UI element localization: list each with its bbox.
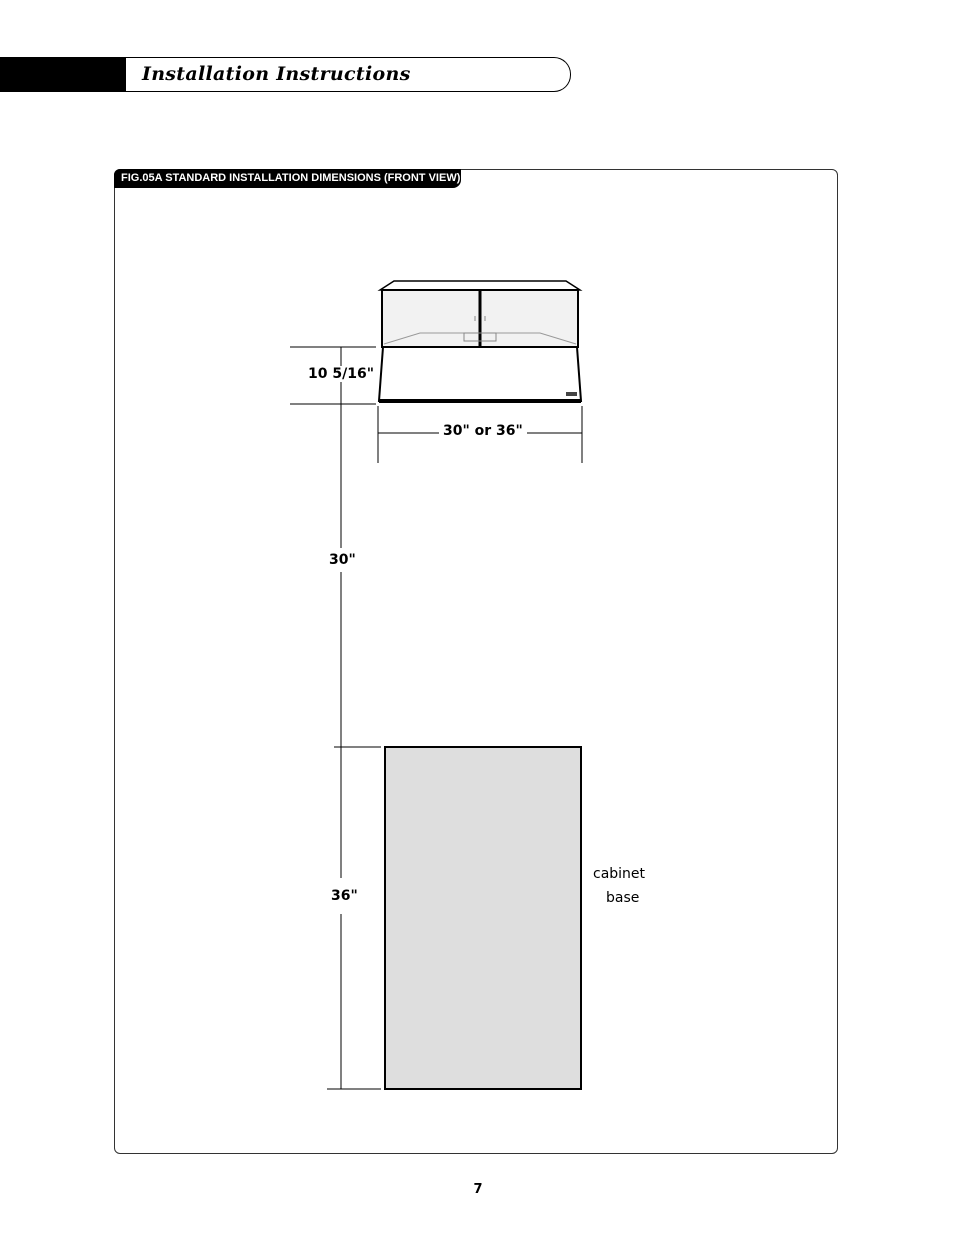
cabinet-label-line2: base xyxy=(606,890,640,906)
hood-body xyxy=(379,347,581,403)
cabinet-base xyxy=(385,747,581,1089)
hood-height-label: 10 5/16" xyxy=(308,366,374,382)
cabinet-height-label: 36" xyxy=(329,878,360,914)
page-title: Installation Instructions xyxy=(142,63,411,85)
hood-glass-canopy xyxy=(380,281,580,347)
clearance-height-label: 30" xyxy=(327,548,358,572)
page-number: 7 xyxy=(473,1182,483,1197)
hood-width-label: 30" or 36" xyxy=(439,423,527,439)
cabinet-height-dimension xyxy=(327,747,381,1089)
figure-label: FIG.05A STANDARD INSTALLATION DIMENSIONS (FRONT VIEW) xyxy=(114,169,461,188)
cabinet-label-line1: cabinet xyxy=(593,866,646,882)
